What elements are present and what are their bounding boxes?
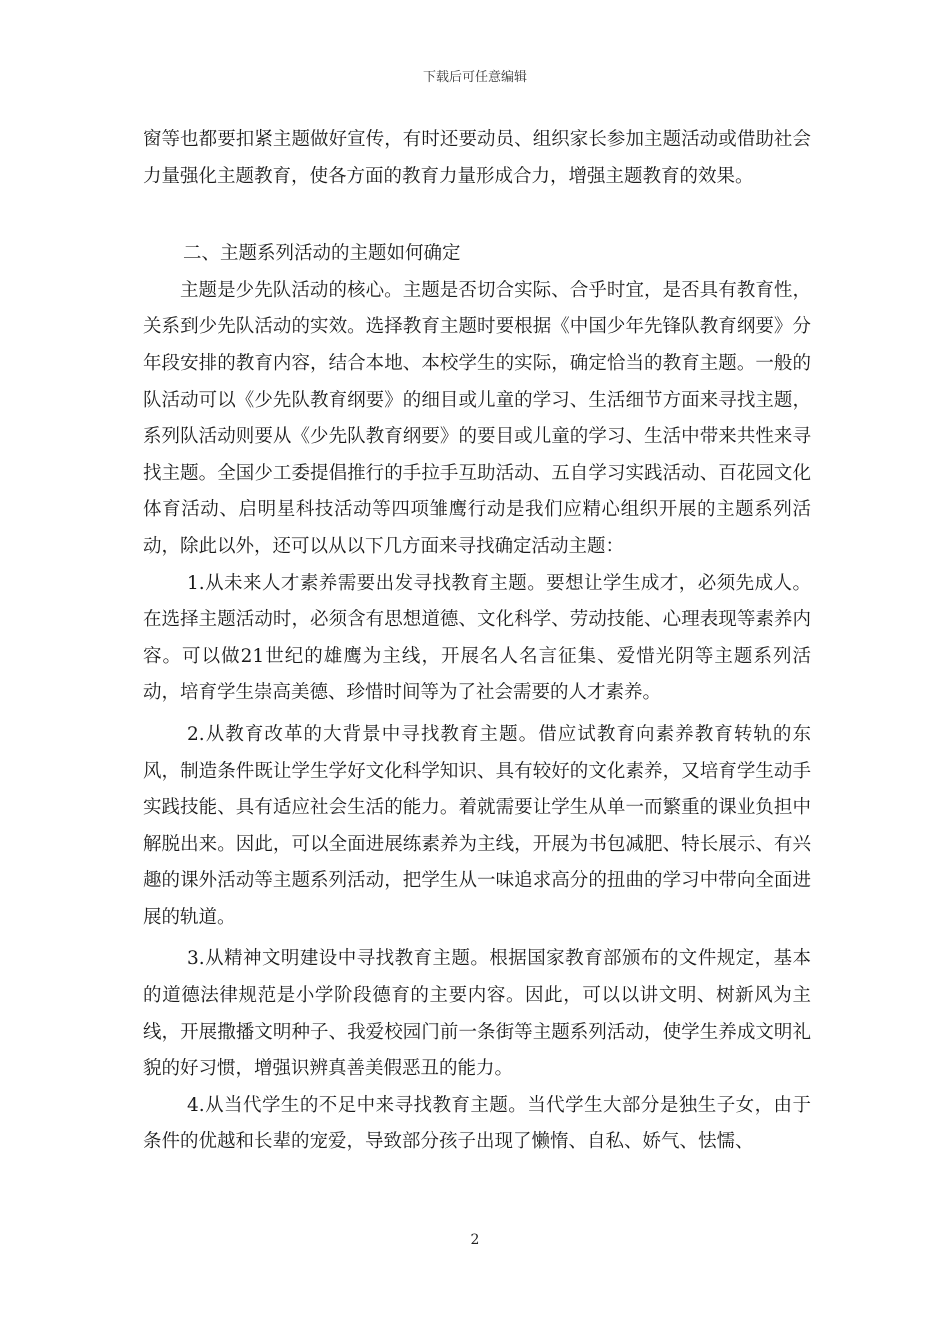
page-header: 下载后可任意编辑 bbox=[422, 70, 527, 85]
paragraph-item-3: 3.从精神文明建设中寻找教育主题。根据国家教育部颁布的文件规定，基本的道德法律规范是小学阶段德育的主要内容。因此，可以以讲文明、树新风为主线，开展撒播文明种子、我爱校园门前一条街等主题系列活动，使学生养成文明礼貌的好习惯，增强识辨真善美假恶丑的能力。 bbox=[143, 948, 811, 1080]
page-number: 2 bbox=[470, 1232, 480, 1248]
paragraph-item-1: 1.从未来人才素养需要出发寻找教育主题。要想让学生成才，必须先成人。在选择主题活动时，必须含有思想道德、文化科学、劳动技能、心理表现等素养内容。可以做21世纪的雄鹰为主线，开展名人名言征集、爱惜光阴等主题系列活动，培育学生崇高美德、珍惜时间等为了社会需要的人才素养。 bbox=[143, 572, 811, 704]
paragraph-continuation: 窗等也都要扣紧主题做好宣传，有时还要动员、组织家长参加主题活动或借助社会力量强化主题教育，使各方面的教育力量形成合力，增强主题教育的效果。 bbox=[143, 129, 811, 187]
section-heading: 二、主题系列活动的主题如何确定 bbox=[183, 243, 461, 265]
document-body bbox=[143, 122, 811, 1161]
paragraph-item-2: 2.从教育改革的大背景中寻找教育主题。借应试教育向素养教育转轨的东风，制造条件既让学生学好文化科学知识、具有较好的文化素养，又培育学生动手实践技能、具有适应社会生活的能力。着就需要让学生从单一而繁重的课业负担中解脱出来。因此，可以全面进展练素养为主线，开展为书包减肥、特长展示、有兴趣的课外活动等主题系列活动，把学生从一味追求高分的扭曲的学习中带向全面进展的轨道。 bbox=[143, 723, 811, 928]
paragraph-intro: 主题是少先队活动的核心。主题是否切合实际、合乎时宜，是否具有教育性，关系到少先队活动的实效。选择教育主题时要根据《中国少年先锋队教育纲要》分年段安排的教育内容，结合本地、本校学生的实际，确定恰当的教育主题。一般的队活动可以《少先队教育纲要》的细目或儿童的学习、生活细节方面来寻找主题，系列队活动则要从《少先队教育纲要》的要目或儿童的学习、生活中带来共性来寻找主题。全国少工委提倡推行的手拉手互助活动、五自学习实践活动、百花园文化体育活动、启明星科技活动等四项雏鹰行动是我们应精心组织开展的主题系列活动，除此以外，还可以从以下几方面来寻找确定活动主题： bbox=[143, 279, 811, 557]
paragraph-item-4: 4.从当代学生的不足中来寻找教育主题。当代学生大部分是独生子女，由于条件的优越和长辈的宠爱，导致部分孩子出现了懒惰、自私、娇气、怯懦、 bbox=[143, 1094, 811, 1153]
